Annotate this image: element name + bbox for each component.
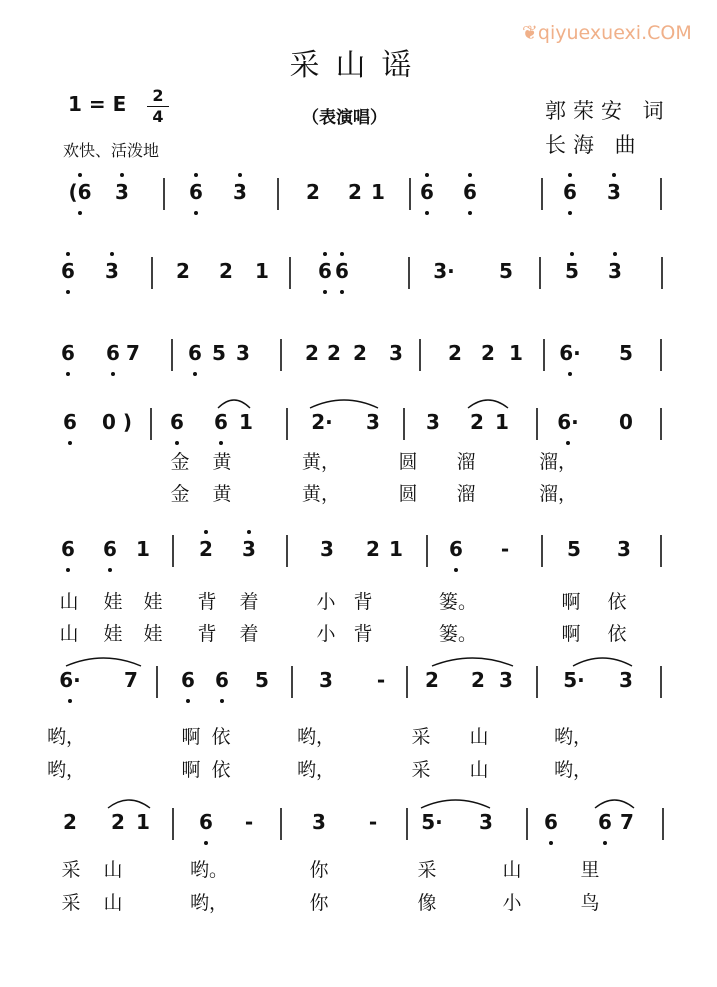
note: 2 — [176, 259, 190, 283]
high-octave-dot — [340, 252, 344, 256]
low-octave-dot — [323, 290, 327, 294]
note: 6 — [61, 537, 75, 561]
lyricist-credit: 郭荣安 词 — [545, 99, 671, 123]
note: 6· — [59, 668, 81, 692]
note: 3 — [389, 341, 403, 365]
lyric-char: 采 — [61, 859, 81, 881]
lyric-char: 哟， — [46, 726, 86, 748]
high-octave-dot — [323, 252, 327, 256]
lyric-char: 啊 — [561, 623, 581, 645]
note: 1 — [389, 537, 403, 561]
low-octave-dot — [568, 372, 572, 376]
high-octave-dot — [425, 173, 429, 177]
lyric-char: 采 — [61, 892, 81, 914]
high-octave-dot — [120, 173, 124, 177]
note: 2 — [471, 668, 485, 692]
high-octave-dot — [468, 173, 472, 177]
lyric-char: 背 — [353, 623, 373, 645]
note: 3 — [233, 180, 247, 204]
note: 0 — [619, 410, 633, 434]
note: 6 — [170, 410, 184, 434]
lyric-char: 娃 — [103, 591, 123, 613]
lyric-char: 哟， — [553, 759, 593, 781]
note: 6 — [598, 810, 612, 834]
tempo-marking: 欢快、活泼地 — [63, 141, 160, 160]
lyric-char: 依 — [607, 623, 627, 645]
lyric-char: 鸟 — [580, 892, 600, 914]
lyric-char: 采 — [417, 859, 437, 881]
high-octave-dot — [570, 252, 574, 256]
note: 3 — [312, 810, 326, 834]
note: 6 — [544, 810, 558, 834]
note: 6 — [463, 180, 477, 204]
lyric-char: 背 — [197, 623, 217, 645]
low-octave-dot — [175, 441, 179, 445]
lyric-char: 啊 — [561, 591, 581, 613]
watermark: ❦qiyuexuexi.COM — [522, 22, 692, 44]
lyric-char: 哟， — [189, 892, 229, 914]
note: 3 — [366, 410, 380, 434]
note: (6 — [68, 180, 92, 204]
low-octave-dot — [193, 372, 197, 376]
lyric-char: 啊 — [181, 726, 201, 748]
note: 1 — [136, 537, 150, 561]
note: 6 — [181, 668, 195, 692]
note: 6 — [106, 341, 120, 365]
slur — [218, 400, 250, 408]
note: 3 — [242, 537, 256, 561]
note: 7 — [126, 341, 140, 365]
slur — [66, 658, 141, 666]
low-octave-dot — [194, 211, 198, 215]
lyric-char: 采 — [411, 759, 431, 781]
note: 3 — [320, 537, 334, 561]
lyric-char: 哟。 — [189, 859, 229, 881]
lyric-char: 着 — [239, 623, 259, 645]
lyric-char: 篓。 — [438, 623, 478, 645]
low-octave-dot — [549, 841, 553, 845]
note: 2· — [311, 410, 333, 434]
note: 6 — [61, 259, 75, 283]
note: 3 — [499, 668, 513, 692]
lyric-char: 里 — [580, 859, 600, 881]
lyric-char: 山 — [469, 759, 489, 781]
time-signature-top: 2 — [152, 86, 164, 105]
low-octave-dot — [186, 699, 190, 703]
note: 2 — [219, 259, 233, 283]
note: 6 — [420, 180, 434, 204]
lyric-char: 采 — [411, 726, 431, 748]
note: 5 — [212, 341, 226, 365]
lyric-char: 圆 — [398, 451, 418, 473]
note: 3 — [617, 537, 631, 561]
lyric-char: 黄， — [301, 451, 341, 473]
lyric-char: 像 — [417, 892, 437, 914]
note: 6 — [318, 259, 332, 283]
note: 3 — [319, 668, 333, 692]
note: 6 — [103, 537, 117, 561]
note: 2 — [448, 341, 462, 365]
high-octave-dot — [194, 173, 198, 177]
lyric-char: 哟， — [553, 726, 593, 748]
low-octave-dot — [204, 841, 208, 845]
note: 3· — [433, 259, 455, 283]
low-octave-dot — [468, 211, 472, 215]
note: - — [244, 810, 254, 834]
note: 1 — [255, 259, 269, 283]
slur — [573, 658, 632, 666]
high-octave-dot — [612, 173, 616, 177]
high-octave-dot — [238, 173, 242, 177]
lyric-char: 黄， — [301, 483, 341, 505]
lyric-char: 山 — [103, 892, 123, 914]
lyric-char: 小 — [316, 591, 336, 613]
lyric-char: 啊 — [181, 759, 201, 781]
note: 3 — [479, 810, 493, 834]
high-octave-dot — [204, 530, 208, 534]
note: 2 — [63, 810, 77, 834]
key-signature: 1 = E — [68, 92, 127, 116]
lyric-char: 哟， — [46, 759, 86, 781]
lyric-char: 篓。 — [438, 591, 478, 613]
lyric-char: 山 — [103, 859, 123, 881]
lyric-char: 山 — [59, 591, 79, 613]
lyric-char: 金 — [170, 483, 190, 505]
lyric-char: 依 — [211, 759, 231, 781]
low-octave-dot — [66, 290, 70, 294]
note: 3 — [426, 410, 440, 434]
lyric-char: 背 — [353, 591, 373, 613]
low-octave-dot — [66, 568, 70, 572]
note: 6· — [559, 341, 581, 365]
lyric-char: 黄 — [212, 451, 232, 473]
note: 2 — [327, 341, 341, 365]
note: 6 — [63, 410, 77, 434]
note: 5· — [421, 810, 443, 834]
slur — [421, 800, 490, 808]
time-signature-bottom: 4 — [152, 107, 164, 126]
note: 6 — [449, 537, 463, 561]
low-octave-dot — [340, 290, 344, 294]
lyric-char: 哟， — [296, 726, 336, 748]
note: 1 — [509, 341, 523, 365]
low-octave-dot — [219, 441, 223, 445]
lyric-char: 溜， — [538, 451, 578, 473]
high-octave-dot — [568, 173, 572, 177]
note: 2 — [425, 668, 439, 692]
lyric-char: 山 — [469, 726, 489, 748]
song-title: 采山谣 — [289, 48, 428, 83]
note: 5· — [563, 668, 585, 692]
note: 5 — [619, 341, 633, 365]
note: 3 — [619, 668, 633, 692]
song-subtitle: （表演唱） — [302, 108, 387, 128]
slur — [595, 800, 634, 808]
slur — [108, 800, 150, 808]
lyric-char: 小 — [316, 623, 336, 645]
note: 5 — [255, 668, 269, 692]
note: 2 — [348, 180, 362, 204]
note: 7 — [620, 810, 634, 834]
low-octave-dot — [425, 211, 429, 215]
lyric-char: 娃 — [103, 623, 123, 645]
note: 6 — [61, 341, 75, 365]
lyric-char: 溜， — [538, 483, 578, 505]
lyric-char: 你 — [309, 859, 329, 881]
lyric-char: 黄 — [212, 483, 232, 505]
high-octave-dot — [613, 252, 617, 256]
note: 3 — [236, 341, 250, 365]
note: 6 — [189, 180, 203, 204]
note: 6 — [214, 410, 228, 434]
note: 2 — [199, 537, 213, 561]
note: 1 — [495, 410, 509, 434]
slur — [310, 400, 378, 408]
note: 5 — [567, 537, 581, 561]
high-octave-dot — [66, 252, 70, 256]
lyric-char: 山 — [59, 623, 79, 645]
note: 2 — [366, 537, 380, 561]
note: 3 — [608, 259, 622, 283]
low-octave-dot — [66, 372, 70, 376]
lyric-char: 圆 — [398, 483, 418, 505]
lyric-char: 着 — [239, 591, 259, 613]
note: - — [368, 810, 378, 834]
note: 7 — [124, 668, 138, 692]
note: 6 — [335, 259, 349, 283]
note: 2 — [111, 810, 125, 834]
note: 2 — [305, 341, 319, 365]
note: 1 — [136, 810, 150, 834]
lyric-char: 山 — [502, 859, 522, 881]
note: 3 — [115, 180, 129, 204]
note: 3 — [105, 259, 119, 283]
note: 2 — [470, 410, 484, 434]
note: - — [500, 537, 510, 561]
lyric-char: 依 — [607, 591, 627, 613]
low-octave-dot — [68, 699, 72, 703]
lyric-char: 娃 — [143, 591, 163, 613]
low-octave-dot — [108, 568, 112, 572]
note: 5 — [499, 259, 513, 283]
lyric-char: 金 — [170, 451, 190, 473]
low-octave-dot — [566, 441, 570, 445]
lyric-char: 小 — [502, 892, 522, 914]
slur — [432, 658, 513, 666]
low-octave-dot — [78, 211, 82, 215]
note: 3 — [607, 180, 621, 204]
high-octave-dot — [110, 252, 114, 256]
composer-credit: 长海 曲 — [545, 133, 643, 157]
note: 6 — [199, 810, 213, 834]
note: 1 — [371, 180, 385, 204]
low-octave-dot — [568, 211, 572, 215]
low-octave-dot — [111, 372, 115, 376]
low-octave-dot — [220, 699, 224, 703]
low-octave-dot — [68, 441, 72, 445]
low-octave-dot — [603, 841, 607, 845]
slur — [468, 400, 508, 408]
note: 6 — [215, 668, 229, 692]
note: 6 — [563, 180, 577, 204]
note: 6 — [188, 341, 202, 365]
note: 2 — [353, 341, 367, 365]
high-octave-dot — [247, 530, 251, 534]
note: 2 — [481, 341, 495, 365]
note: 2 — [306, 180, 320, 204]
lyric-char: 依 — [211, 726, 231, 748]
note: - — [376, 668, 386, 692]
lyric-char: 背 — [197, 591, 217, 613]
lyric-char: 溜 — [456, 451, 476, 473]
high-octave-dot — [78, 173, 82, 177]
note: 1 — [239, 410, 253, 434]
lyric-char: 你 — [309, 892, 329, 914]
lyric-char: 溜 — [456, 483, 476, 505]
note: 6· — [557, 410, 579, 434]
low-octave-dot — [454, 568, 458, 572]
watermark-leaf-icon: ❦ — [522, 22, 538, 44]
lyric-char: 娃 — [143, 623, 163, 645]
note: 0 ) — [101, 410, 133, 434]
note: 5 — [565, 259, 579, 283]
lyric-char: 哟， — [296, 759, 336, 781]
